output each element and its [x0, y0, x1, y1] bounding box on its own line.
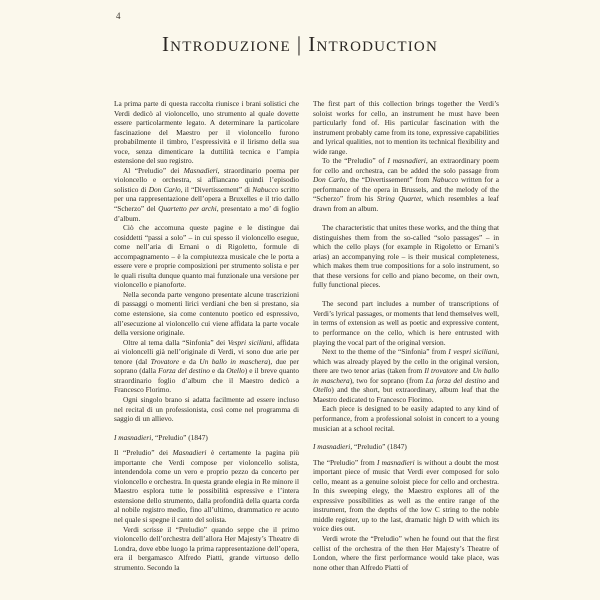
paragraph: Al “Preludio” dei Masnadieri, straordinario poema per violoncello e orchestra, si affiancano quindi l’episodio solistico di Don Carlo, il “Divertissement” di Nabucco scritto per una rappresentazione dell’opera a Bruxelles e il trio dallo “Scherzo” del Quartetto per archi, presentato a mo’ di foglio d’album. — [114, 165, 300, 223]
paragraph: The second part includes a number of transcriptions of Verdi’s lyrical passages, or moments that lend themselves well, in terms of extension as well as poetic and expressive content, to performance on the cello, which is here entrusted with playing the vocal part of the original version. — [313, 299, 499, 347]
paragraph: Each piece is designed to be easily adapted to any kind of performance, from a professional soloist in concert to a young musician at a school recital. — [313, 404, 499, 433]
title-separator: | — [296, 32, 303, 56]
paragraph: The characteristic that unites these works, and the thing that distinguishes them from the so-called “solo passages” – in which the cello plays (for example in Rigoletto or Ernani’s arias) an accompanying role – is their musical completeness, which makes them true compositions for a solo instrument, so that these versions for cello and piano become, on their own, fully functional pieces. — [313, 223, 499, 290]
paragraph: Ciò che accomuna queste pagine e le distingue dai cosiddetti “passi a solo” – in cui spesso il violoncello esegue, come nell’aria di Ernani o di Rigoletto, formule di accompagnamento – è la compiutezza musicale che le porta a essere vere e proprie composizioni per strumento solista e per le quali risulta dunque quanto mai funzionale una versione per violoncello e pianoforte. — [114, 223, 299, 290]
paragraph: Next to the theme of the “Sinfonia” from I vespri siciliani, which was already played by the cello in the original version, there are two tenor arias (taken from Il trovatore and Un ballo in maschera), two for soprano (from La forza del destino and Otello) and the short, but extraordinary, album leaf that the Maestro dedicated to Francesco Florimo. — [313, 347, 500, 404]
paragraph: Il “Preludio” dei Masnadieri è certamente la pagina più importante che Verdi compose per violoncello solista, intendendola come un vero e proprio pezzo da concerto per violoncello e orchestra. In questa grande elegia in Re minore il Maestro esplora tutte le possibilità espressive e l’intera estensione dello strumento, dalla profondità della quarta corda al nobile registro medio, fino all’ultimo, drammatico re acuto nel quale si spegne il canto del solista. — [114, 448, 299, 524]
paragraph: To the “Preludio” of I masnadieri, an extraordinary poem for cello and orchestra, can be added the solo passage from Don Carlo, the “Divertissement” from Nabucco written for a performance of the opera in Brussels, and the melody of the “Scherzo” from his String Quartet, which resembles a leaf drawn from an album. — [313, 156, 500, 214]
paragraph: The “Preludio” from I masnadieri is without a doubt the most important piece of music that Verdi ever composed for solo cello, meant as a genuine soloist piece for cello and orchestra. In this sweeping elegy, the Maestro explores all of the expressive possibilities as well as the entire range of the instrument, from the depths of the low C string to the noble middle register, up to the last, dramatic high D with which its voice dies out. — [313, 457, 499, 534]
italian-column — [114, 99, 299, 572]
paragraph: The first part of this collection brings together the Verdi’s soloist works for cello, an instrument he must have been particularly fond of. His particular fascination with the instrument probably came from its tone, expressive capabilities and lyrical qualities, not to mention its technical flexibility and wide range. — [313, 99, 499, 156]
section-heading: I masnadieri, “Preludio” (1847) — [114, 432, 208, 442]
paragraph: Ogni singolo brano si adatta facilmente ad essere incluso nel recital di un professionista, così come nel programma di saggio di un allievo. — [114, 394, 299, 424]
paragraph: Oltre al tema dalla “Sinfonia” dei Vespri siciliani, affidata ai violoncelli già nell’originale di Verdi, vi sono due arie per tenore (dal Trovatore e da Un ballo in maschera), due per soprano (dalla Forza del destino e da Otello) e il breve quanto straordinario foglio d’album che il Maestro dedicò a Francesco Florimo. — [114, 337, 300, 395]
page-number: 4 — [116, 11, 121, 21]
page-title — [0, 32, 600, 57]
paragraph: Nella seconda parte vengono presentate alcune trascrizioni di passaggi o momenti lirici verdiani che ben si prestano, sia come estensione, sia come contenuto poetico ed espressivo, all’esecuzione al violoncello cui viene affidata la parte vocale della versione originale. — [114, 289, 299, 338]
english-column — [313, 99, 499, 572]
paragraph: Verdi wrote the “Preludio” when he found out that the first cellist of the orchestra of the then Her Majesty’s Theatre of London, where the first performance would take place, was none other than Alfredo Piatti of — [313, 533, 499, 572]
title-english: Introduction — [308, 32, 438, 56]
section-heading: I masnadieri, “Preludio” (1847) — [313, 442, 407, 452]
paragraph: La prima parte di questa raccolta riunisce i brani solistici che Verdi dedicò al violoncello, uno strumento al quale dovette essere particolarmente legato. A determinare la particolare fascinazione del Maestro per il violoncello furono probabilmente il timbro, l’espressività e il lirismo della sua voce, senza dimenticare la duttilità tecnica e l’ampia estensione del suo registro. — [114, 99, 299, 166]
paragraph: Verdi scrisse il “Preludio” quando seppe che il primo violoncello dell’orchestra dell’allora Her Majesty’s Theatre di Londra, dove ebbe luogo la prima rappresentazione dell’opera, era il bergamasco Alfredo Piatti, grande virtuoso dello strumento. Secondo la — [114, 524, 299, 572]
title-italian: Introduzione — [161, 32, 291, 56]
